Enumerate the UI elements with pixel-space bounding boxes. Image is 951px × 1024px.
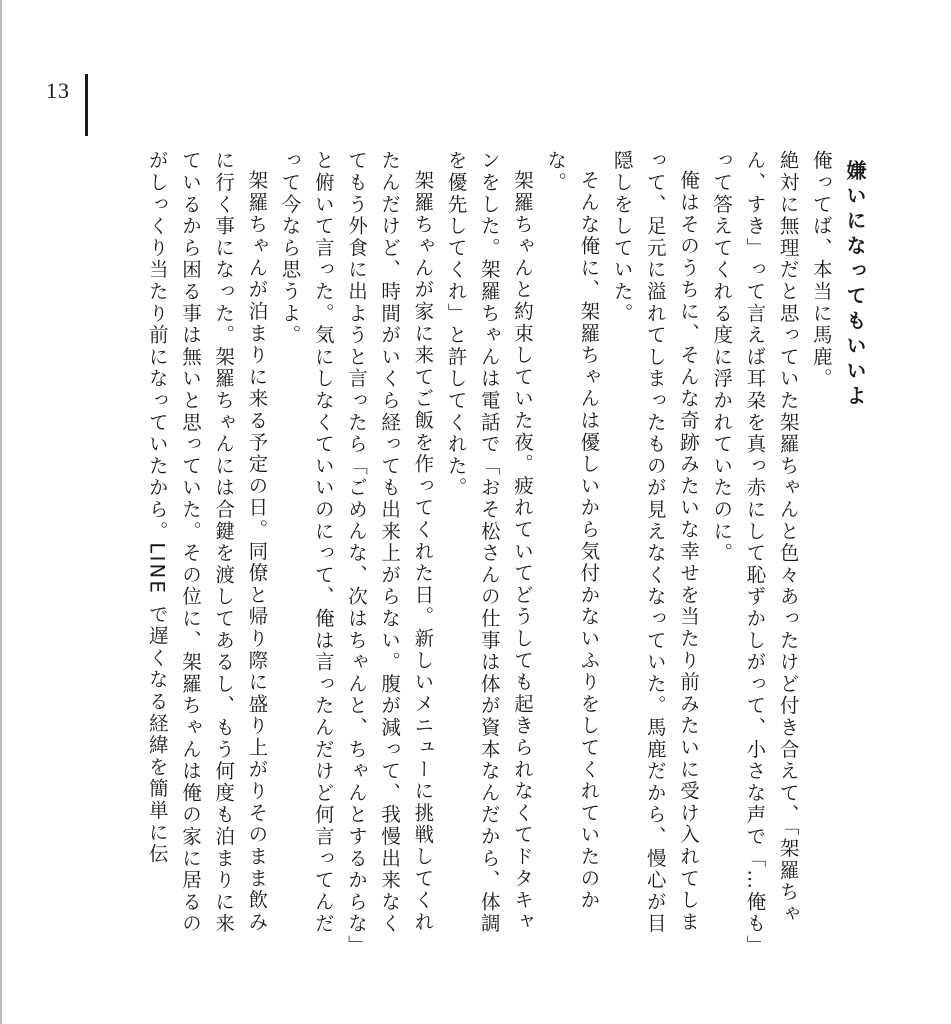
page-number-rule xyxy=(85,74,88,136)
paragraph: 俺ってば、本当に馬鹿。 xyxy=(809,150,833,390)
paragraph: 俺はそのうちに、そんな奇跡みたいな幸せを当たり前みたいに受け入れてしまって、足元に溢れてしまったものが見えなくなっていた。馬鹿だから、慢心が目隠しをしていた。 xyxy=(610,150,700,935)
vertical-text-body xyxy=(141,150,871,950)
paragraph: 絶対に無理だと思っていた架羅ちゃんと色々あったけど付き合えて、「架羅ちゃん、すき」って言えば耳朶を真っ赤にして恥ずかしがって、小さな声で「…俺も」って答えてくれる度に浮かれていたのに。 xyxy=(710,150,800,947)
page-left-edge xyxy=(0,0,2,1024)
paragraph: そんな俺に、架羅ちゃんは優しいから気付かないふりをしてくれていたのかな。 xyxy=(544,150,601,911)
page-number: 13 xyxy=(46,78,70,103)
chapter-title: 嫌いになってもいいよ xyxy=(843,160,867,410)
paragraph: 架羅ちゃんが泊まりに来る予定の日。同僚と帰り際に盛り上がりそのまま飲みに行く事になった。架羅ちゃんには合鍵を渡してあるし、もう何度も泊まりに来ているから困る事は無いと思っていた。その位に、架羅ちゃんは俺の家に居るのがしっくり当たり前になっていたから。LINE で遅くなる経緯を簡単に伝 xyxy=(145,150,269,935)
paragraph: 架羅ちゃんと約束していた夜。疲れていてどうしても起きられなくてドタキャンをした。架羅ちゃんは電話で「おそ松さんの仕事は体が資本なんだから、体調を優先してくれ」と許してくれた。 xyxy=(444,150,534,935)
paragraph: 架羅ちゃんが家に来てご飯を作ってくれた日。新しいメニューに挑戦してくれたんだけど、時間がいくら経っても出来上がらない。腹が減って、我慢出来なくてもう外食に出ようと言ったら「ごめんな、次はちゃんと、ちゃんとするからな」と俯いて言った。気にしなくていいのにって、俺は言ったんだけど何言ってんだって今なら思うよ。 xyxy=(278,150,435,947)
